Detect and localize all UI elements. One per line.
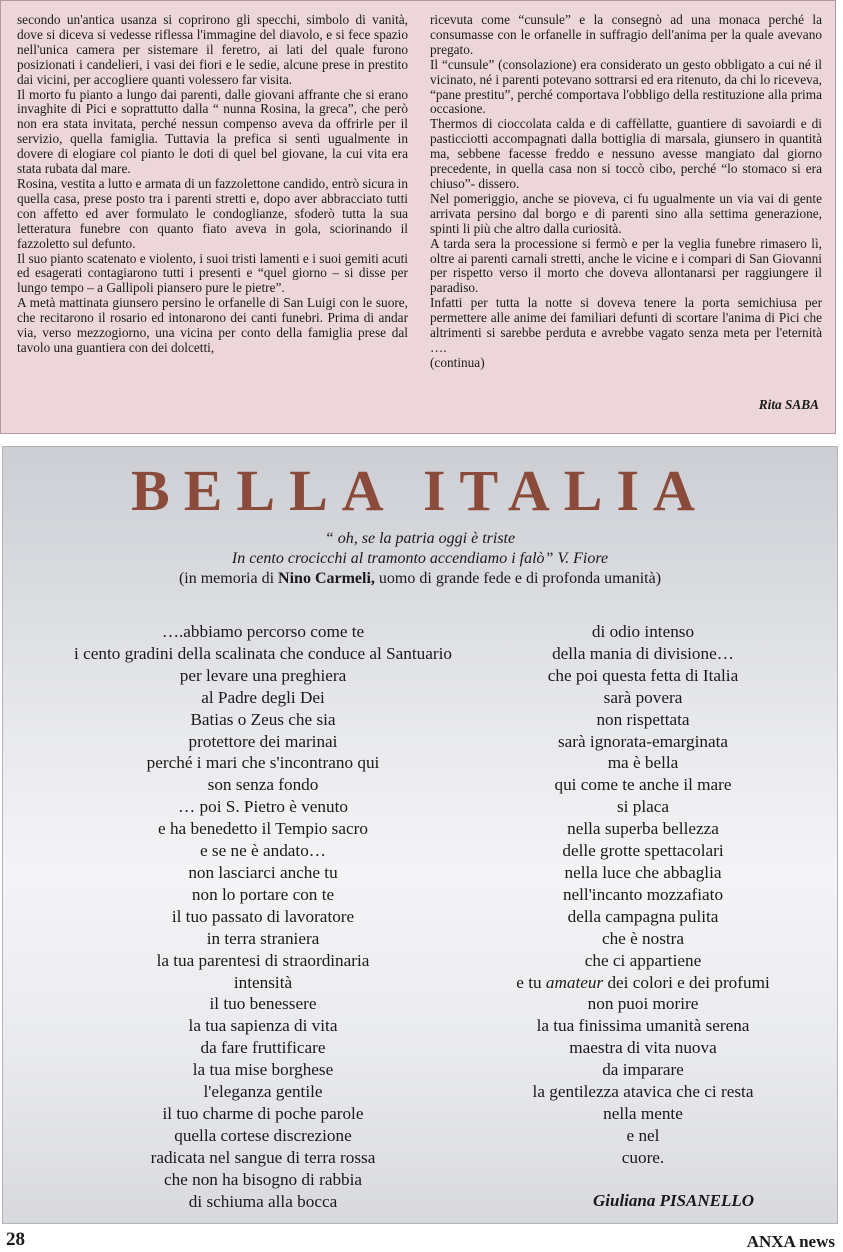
poem-line: il tuo benessere [209, 994, 317, 1014]
poem-line: la tua sapienza di vita [188, 1016, 338, 1036]
poem-line: la tua mise borghese [192, 1060, 334, 1080]
poem-box [2, 446, 838, 1224]
prose-left-column [17, 13, 408, 356]
dedication-suffix: uomo di grande fede e di profonda umanità) [374, 570, 662, 587]
paragraph: Nel pomeriggio, anche se pioveva, ci fu ugualmente un via vai di gente arrivata persino dal borgo e di parenti sino alla settima generazione, spinti li più che altro dalla curiosità. [430, 190, 822, 236]
poem-line: per levare una preghiera [179, 665, 347, 685]
paragraph: A tarda sera la processione si fermò e per la veglia funebre rimasero lì, oltre ai parenti carnali stretti, anche le vicine e i compari di San Giovanni per rispetto verso il morto che doveva allontanarsi per raggiungere il paradiso. [430, 235, 822, 296]
poem-line: che non ha bisogno di rabbia [163, 1169, 363, 1189]
poem-line: il tuo passato di lavoratore [171, 906, 355, 926]
dedication-prefix: (in memoria di [178, 570, 279, 587]
poem-line: al Padre degli Dei [201, 687, 325, 707]
poem-line: da imparare [602, 1060, 684, 1080]
poem-line: che ci appartiene [584, 950, 702, 970]
poem-line: nella luce che abbaglia [564, 862, 722, 882]
poem-line: la gentilezza atavica che ci resta [532, 1082, 754, 1102]
poem-line: qui come te anche il mare [554, 775, 732, 795]
poem-line: nell'incanto mozzafiato [562, 884, 724, 904]
paragraph: Infatti per tutta la notte si doveva tenere la porta semichiusa per permettere alle anime dei familiari defunti di scortare l'anima di Pici che altrimenti si sarebbe perduta e avrebbe vagato senza meta per l'eternità …. [430, 295, 822, 355]
poem-line: della campagna pulita [567, 906, 719, 926]
poem-line: da fare fruttificare [200, 1038, 326, 1058]
poem-line: intensità [233, 972, 293, 992]
poem-line: non lo portare con te [191, 884, 335, 904]
poem-signature: Giuliana PISANELLO [593, 1191, 755, 1210]
paragraph: A metà mattinata giunsero persino le orfanelle di San Luigi con le suore, che recitarono il rosario ed intonarono dei canti funebri. Prima di andar via, verso mezzogiorno, una vicina per conto della famiglia prese dal tavolo una guantiera con dei dolcetti, [17, 295, 408, 355]
poem-line: ….abbiamo percorso come te [161, 622, 365, 641]
paragraph: (continua) [430, 354, 485, 370]
paragraph: Thermos di cioccolata calda e di caffèllatte, guantiere di savoiardi e di pasticciotti accompagnati dalla bottiglia di marsala, giunsero in quantità ma, sebbene facesse freddo e nessuno avesse mangiato dal giorno precedente, in quella casa non si toccò cibo, perché “lo stomaco si era chiuso”- dissero. [430, 116, 822, 191]
paragraph: Rosina, vestita a lutto e armata di un fazzolettone candido, entrò sicura in quella casa, prese posto tra i parenti stretti e, dopo aver abbracciato tutti con affetto ed aver formulato le condoglianze, sfoderò tutta la sua letteratura funebre con quanto fiato aveva in gola, sciorinando il fazzoletto sul defunto. [17, 175, 408, 251]
poem-line: la tua parentesi di straordinaria [156, 950, 370, 970]
poem-title: BELLA ITALIA [131, 458, 709, 523]
poem-line: e nel [626, 1125, 660, 1145]
poem-line: Batias o Zeus che sia [190, 709, 336, 729]
paragraph: ricevuta come “cunsule” e la consegnò ad una monaca perché la consumasse con le orfanelle in suffragio dell'anima per la quale avevano pregato. [430, 12, 822, 57]
dedication [3, 569, 837, 589]
paragraph: Il “cunsule” (consolazione) era considerato un gesto obbligato a cui né il vicinato, né i parenti potevano sottrarsi ed era ritenuto, da chi lo riceveva, “pane prestitu”, perché comportava l'obbligo della restituzione alla prima occasione. [430, 56, 822, 117]
poem-line: son senza fondo [207, 775, 319, 795]
article-continuation-box [0, 0, 836, 434]
poem-line: il tuo charme di poche parole [162, 1103, 364, 1123]
poem-line: e ha benedetto il Tempio sacro [158, 819, 368, 839]
poem-line: in terra straniera [206, 928, 320, 948]
paragraph: secondo un'antica usanza si coprirono gli specchi, simbolo di vanità, dove si diceva si vedesse riflessa l'immagine del diavolo, e si fece spazio nell'unica camera per sistemare il feretro, ai lati del quale furono posizionati i candelieri, i vasi dei fiori e le sedie, alcune prese in prestito dai vicini, per accogliere quanti volessero far visita. [17, 12, 408, 87]
poem-line: si placa [616, 797, 670, 817]
poem-line: cuore. [621, 1147, 665, 1167]
poem-line: e tu amateur dei colori e dei profumi [516, 972, 770, 992]
poem-line: non lasciarci anche tu [188, 862, 338, 882]
magazine-name: ANXA news [746, 1232, 835, 1251]
poem-line: che poi questa fetta di Italia [547, 665, 739, 685]
poem-line: … poi S. Pietro è venuto [178, 797, 348, 817]
epigraph-line-2: In cento crocicchi al tramonto accendiamo i falò” V. Fiore [231, 550, 609, 567]
paragraph: Il morto fu pianto a lungo dai parenti, dalle giovani affrante che si erano invaghite di Pici e soprattutto dalla “ nunna Rosina, la greca”, che però non era stata invitata, perché nessun compenso aveva da offrirle per il servizio, quella famiglia. Tuttavia la prefica si sentì ugualmente in dovere di elogiare col pianto le doti di quel bel giovane, la cui vita era stata rubata dal mare. [17, 86, 408, 177]
poem-left-column [43, 621, 483, 1212]
epigraph-line-1: “ oh, se la patria oggi è triste [324, 530, 516, 547]
poem-line: e se ne è andato… [200, 841, 326, 861]
poem-line: maestra di vita nuova [569, 1038, 717, 1058]
poem-line: radicata nel sangue di terra rossa [150, 1147, 376, 1167]
poem-line: perché i mari che s'incontrano qui [146, 753, 380, 773]
poem-line: ma è bella [607, 753, 679, 773]
poem-line: non rispettata [596, 709, 690, 729]
poem-line: delle grotte spettacolari [562, 841, 724, 861]
dedication-name: Nino Carmeli, [278, 570, 375, 587]
author-signature: Rita SABA [758, 397, 819, 412]
poem-line: della mania di divisione… [552, 643, 734, 663]
poem-line: i cento gradini della scalinata che conduce al Santuario [74, 643, 452, 663]
poem-right-column [493, 621, 793, 1169]
paragraph: Il suo pianto scatenato e violento, i suoi tristi lamenti e i suoi gemiti acuti ed esagerati contagiarono tutti i presenti e “quel giorno – si disse per lungo tempo – a Gallipoli piansero pure le pietre”. [17, 250, 408, 296]
prose-right-column [430, 13, 822, 371]
poem-line: l'eleganza gentile [203, 1082, 323, 1102]
poem-line: sarà povera [603, 687, 683, 707]
poem-line: di odio intenso [591, 622, 695, 641]
poem-line: quella cortese discrezione [174, 1125, 352, 1145]
poem-line: sarà ignorata-emarginata [557, 731, 729, 751]
poem-line: protettore dei marinai [188, 731, 338, 751]
page-number: 28 [6, 1229, 25, 1250]
poem-line: che è nostra [601, 928, 685, 948]
poem-line: nella superba bellezza [567, 819, 719, 839]
poem-line: nella mente [603, 1103, 683, 1123]
poem-line: di schiuma alla bocca [188, 1191, 338, 1211]
poem-line: non puoi morire [587, 994, 699, 1014]
poem-line: la tua finissima umanità serena [536, 1016, 750, 1036]
